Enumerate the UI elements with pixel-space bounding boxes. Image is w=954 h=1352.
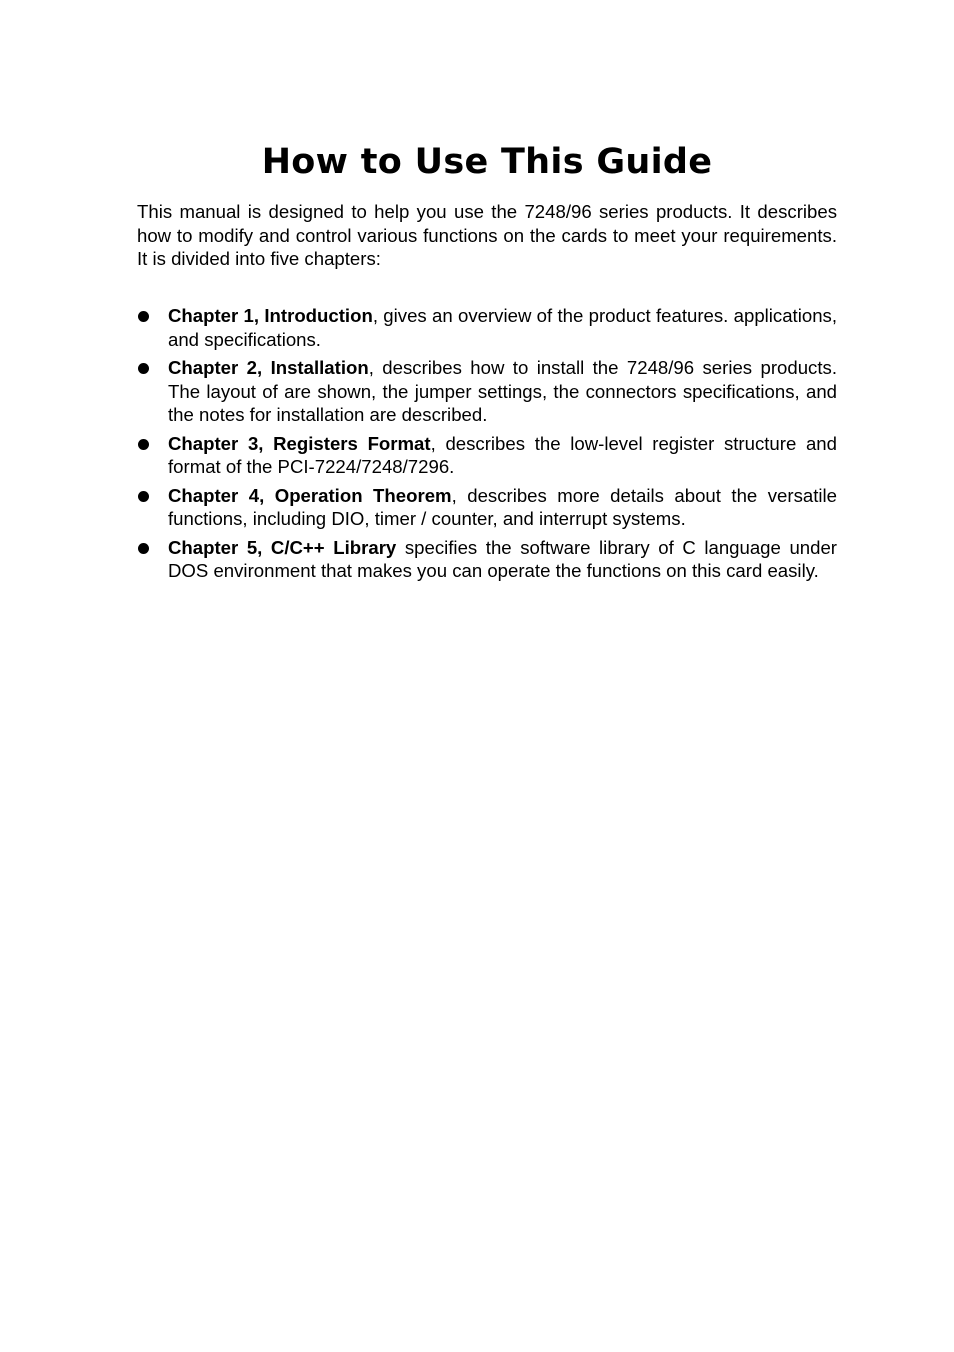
bullet-icon xyxy=(138,363,149,374)
bullet-icon xyxy=(138,439,149,450)
list-item xyxy=(137,356,837,427)
chapter-list xyxy=(137,304,837,588)
chapter-name: Chapter 2, Installation xyxy=(168,357,369,378)
chapter-description: , describes how to install the 7248/96 series products. The layout of are shown, the jumper settings, the connectors specifications, and the notes for installation are described. xyxy=(168,357,837,425)
chapter-name: Chapter 4, Operation Theorem xyxy=(168,484,452,506)
chapter-description: , describes the low-level register structure and format of the PCI-7224/7248/7296. xyxy=(168,432,837,477)
chapter-name: Chapter 1, Introduction xyxy=(168,305,373,326)
intro-paragraph: This manual is designed to help you use the 7248/96 series products. It describes how to modify and control various functions on the cards to meet your requirements. It is divided into five chapters: xyxy=(137,201,837,269)
chapter-name: Chapter 5, C/C++ Library xyxy=(168,536,397,558)
list-item xyxy=(137,484,837,531)
chapter-description: , describes more details about the versatile functions, including DIO, timer / counter, and interrupt systems. xyxy=(168,484,837,529)
page-title: How to Use This Guide xyxy=(261,142,713,182)
bullet-icon xyxy=(138,543,149,554)
chapter-description: , gives an overview of the product features. applications, and specifications. xyxy=(168,305,838,350)
chapter-description: specifies the software library of C language under DOS environment that makes you can operate the functions on this card easily. xyxy=(168,536,837,581)
bullet-icon xyxy=(138,491,149,502)
list-item xyxy=(137,536,837,583)
list-item xyxy=(137,304,837,351)
chapter-name: Chapter 3, Registers Format xyxy=(168,432,431,454)
bullet-icon xyxy=(138,311,149,322)
list-item xyxy=(137,432,837,479)
